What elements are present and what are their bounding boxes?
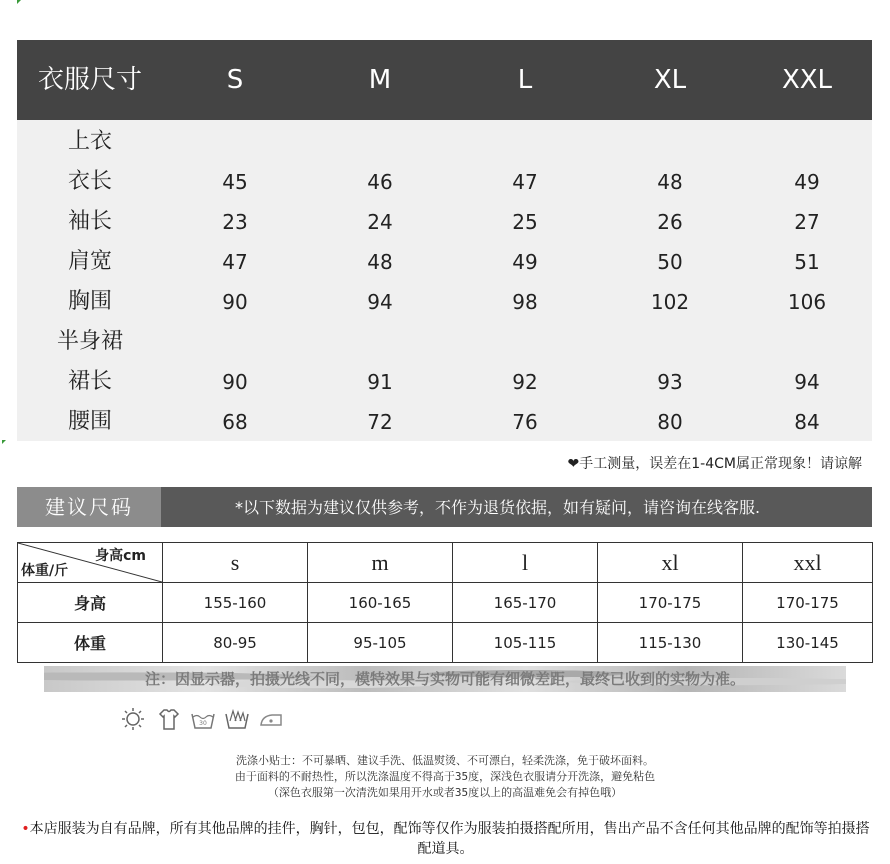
row-value: 92 — [512, 370, 538, 394]
size-row — [17, 362, 872, 402]
brand-note — [18, 819, 873, 859]
recommend-cell: 155-160 — [163, 583, 308, 623]
row-value: 84 — [794, 410, 820, 434]
size-row — [17, 202, 872, 242]
corner-weight-label: 体重/斤 — [21, 563, 69, 579]
header-size: XXL — [781, 65, 833, 95]
row-value: 26 — [657, 210, 683, 234]
recommend-cell: 170-175 — [598, 583, 743, 623]
size-row — [17, 402, 872, 442]
row-value: 91 — [367, 370, 393, 394]
shirt-icon — [156, 706, 182, 732]
row-value: 94 — [367, 290, 393, 314]
row-value: 25 — [512, 210, 538, 234]
recommend-size-header: s — [163, 543, 308, 583]
row-label: 胸围 — [67, 289, 112, 314]
care-tip-line: 由于面料的不耐热性，所以洗涤温度不得高于35度，深浅色衣服请分开洗涤，避免粘色 — [234, 770, 656, 783]
suggestion-bar — [17, 487, 872, 527]
bullet-dot: • — [21, 821, 30, 837]
recommend-row-label: 身高 — [18, 583, 163, 623]
recommend-cell: 160-165 — [308, 583, 453, 623]
recommend-cell: 130-145 — [743, 623, 873, 663]
care-tip-line: 洗涤小贴士：不可暴晒、建议手洗、低温熨烫、不可漂白，轻柔洗涤，免于破坏面料。 — [236, 754, 654, 767]
recommend-corner-cell — [18, 543, 163, 583]
header-size: L — [517, 65, 533, 95]
recommend-row — [18, 623, 873, 663]
row-value: 49 — [512, 250, 538, 274]
row-value: 90 — [222, 370, 248, 394]
row-value: 50 — [657, 250, 683, 274]
svg-text:30: 30 — [199, 720, 207, 727]
row-value: 27 — [794, 210, 820, 234]
recommend-cell: 105-115 — [453, 623, 598, 663]
size-row — [17, 242, 872, 282]
recommend-table — [17, 542, 873, 663]
row-label: 肩宽 — [67, 249, 112, 274]
row-value: 48 — [657, 170, 683, 194]
row-value: 102 — [650, 290, 690, 314]
row-section-label: 半身裙 — [56, 329, 123, 354]
row-value: 68 — [222, 410, 248, 434]
header-label: 衣服尺寸 — [37, 65, 142, 95]
wash-temp-icon — [224, 706, 250, 732]
recommend-cell: 95-105 — [308, 623, 453, 663]
corner-height-label: 身高cm — [95, 548, 146, 564]
corner-mark — [17, 0, 21, 4]
recommend-cell: 170-175 — [743, 583, 873, 623]
suggestion-text: *以下数据为建议仅供参考，不作为退货依据，如有疑问，请咨询在线客服. — [235, 498, 761, 517]
row-value: 106 — [787, 290, 827, 314]
size-chart-header — [17, 40, 872, 120]
recommend-row — [18, 583, 873, 623]
size-row — [17, 282, 872, 322]
row-value: 51 — [794, 250, 820, 274]
row-value: 49 — [794, 170, 820, 194]
row-value: 76 — [512, 410, 538, 434]
row-value: 47 — [222, 250, 248, 274]
recommend-size-header: m — [308, 543, 453, 583]
row-value: 72 — [367, 410, 393, 434]
row-label: 袖长 — [67, 209, 112, 234]
row-section-label: 上衣 — [67, 129, 112, 154]
recommend-cell: 115-130 — [598, 623, 743, 663]
recommend-size-header: l — [453, 543, 598, 583]
recommend-size-header: xxl — [743, 543, 873, 583]
size-row — [17, 122, 872, 162]
no-bleach-sun-icon — [120, 706, 146, 732]
row-value: 94 — [794, 370, 820, 394]
suggestion-title: 建议尺码 — [17, 487, 161, 527]
recommend-cell: 80-95 — [163, 623, 308, 663]
row-label: 腰围 — [67, 409, 112, 434]
row-value: 23 — [222, 210, 248, 234]
size-chart — [17, 40, 872, 441]
header-size: XL — [653, 65, 687, 95]
care-tip-line: （深色衣服第一次清洗如果用开水或者35度以上的高温难免会有掉色哦） — [267, 786, 623, 799]
hand-wash-icon — [190, 706, 216, 732]
recommend-row-label: 体重 — [18, 623, 163, 663]
measure-note: ❤手工测量，误差在1-4CM属正常现象！请谅解 — [567, 456, 862, 472]
row-value: 47 — [512, 170, 538, 194]
recommend-cell: 165-170 — [453, 583, 598, 623]
row-value: 48 — [367, 250, 393, 274]
brand-note-text: 本店服装为自有品牌，所有其他品牌的挂件，胸针，包包，配饰等仅作为服装拍摄搭配所用，售出产品不含任何其他品牌的配饰等拍摄搭配道具。 — [29, 821, 870, 857]
iron-icon — [258, 706, 284, 732]
size-row — [17, 322, 872, 362]
header-size: S — [226, 65, 244, 95]
row-value: 90 — [222, 290, 248, 314]
row-value: 24 — [367, 210, 393, 234]
row-value: 46 — [367, 170, 393, 194]
recommend-size-header: xl — [598, 543, 743, 583]
row-label: 衣长 — [67, 169, 112, 194]
photo-note-banner — [44, 666, 846, 692]
corner-mark — [2, 440, 6, 444]
row-value: 45 — [222, 170, 248, 194]
row-value: 98 — [512, 290, 538, 314]
recommend-header-row — [18, 543, 873, 583]
photo-note-text: 注：因显示器，拍摄光线不同，模特效果与实物可能有细微差距，最终已收到的实物为准。 — [144, 670, 745, 688]
header-size: M — [368, 65, 392, 95]
row-label: 裙长 — [67, 369, 112, 394]
row-value: 93 — [657, 370, 683, 394]
size-row — [17, 162, 872, 202]
row-value: 80 — [657, 410, 683, 434]
